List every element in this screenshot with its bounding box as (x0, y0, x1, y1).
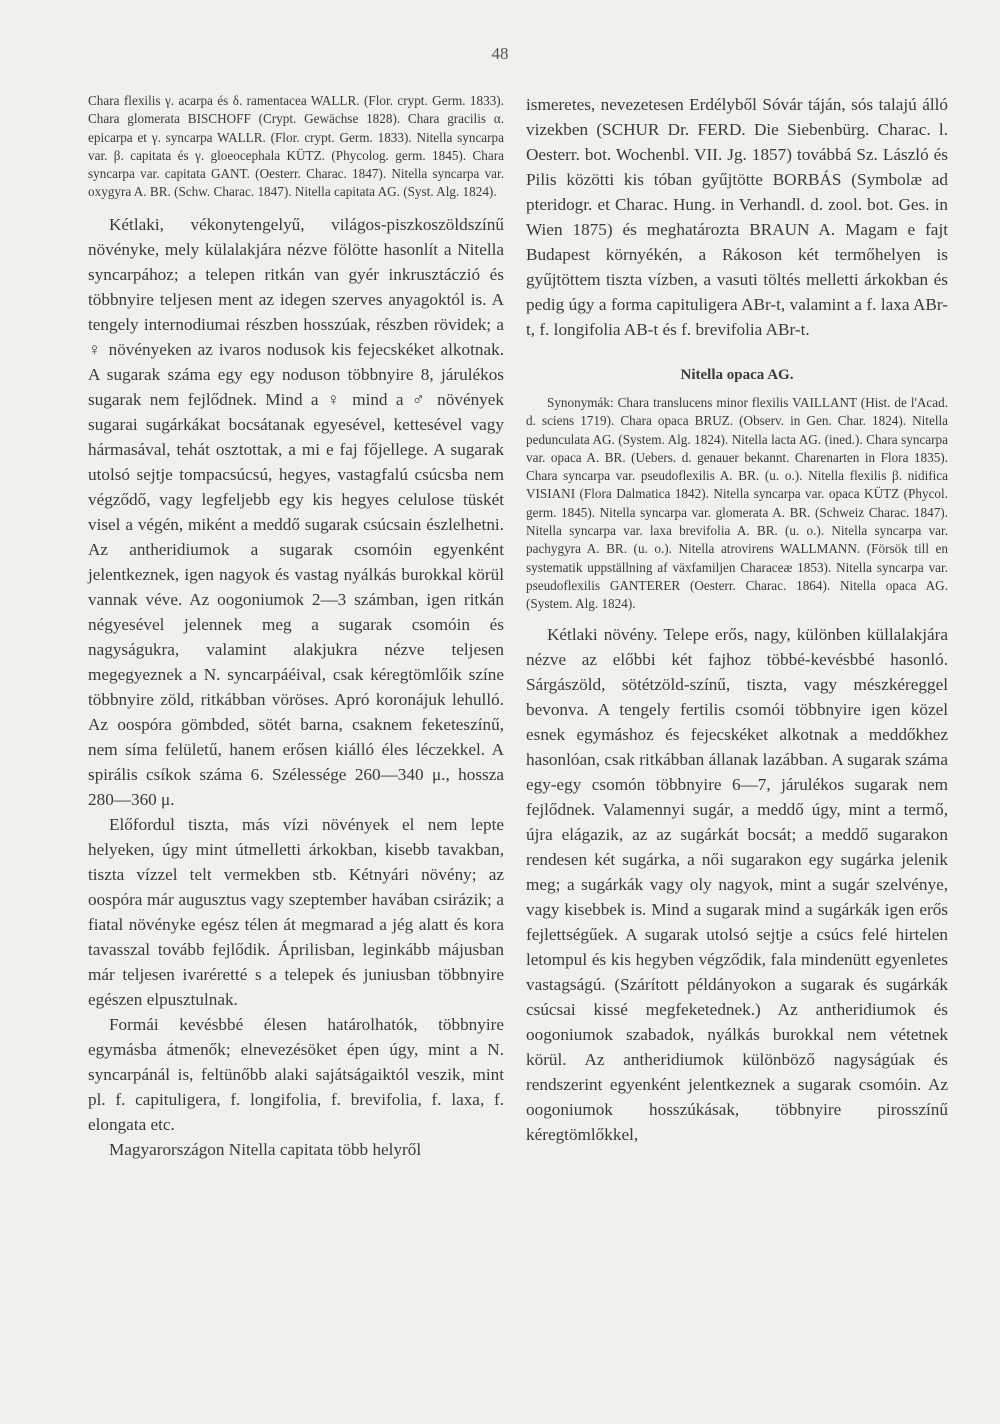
distribution-continued-paragraph: ismeretes, nevezetesen Erdélyből Sóvár táján, sós talajú álló vizekben (SCHUR Dr. FERD. Die Siebenbürg. Charac. l. Oesterr. bot. Wochenbl. VII. Jg. 1857) továbbá Sz. László és Pilis közötti kis tóban gyűjtötte BORBÁS (Symbolæ ad pteridogr. et Charac. Hung. in Verhandl. d. zool. bot. Ges. in Wien 1875) és meghatározta BRAUN A. Magam e fajt Budapest környékén, a Rákoson két termőhelyen is gyűjtöttem tiszta vízben, a vasuti töltés melletti árkokban és pedig úgy a forma capituligera ABr-t, valamint a f. laxa ABr-t, f. longifolia AB-t és f. brevifolia ABr-t. (526, 95, 948, 339)
page-number: 48 (491, 44, 509, 63)
description-paragraph-opaca: Kétlaki növény. Telepe erős, nagy, különben küllalakjára nézve az előbbi két fajhoz többé-kevésbbé hasonló. Sárgászöld, sötétzöld-színű, tiszta, vagy mészkéreggel bevonva. A tengely fertilis csomói többnyire igen közel esnek egymáshoz és fejecskéket alkotnak a meddőkhez hasonlóan, csak ritkábban állanak lazábban. A sugarak száma egy-egy csomón többnyire 6—7, járulékos sugarak nem fejlődnek. Valamennyi sugár, a meddő úgy, mint a termő, újra elágazik, az az sugárkát bocsát; a meddő sugarakon rendesen két sugárka, a női sugarakon egy sugárka jelenik meg; a sugárkák vagy oly nagyok, mint a sugár szelvénye, vagy kisebbek is. Mind a sugarak mind a sugárkák igen erős fejlettségűek. A sugarak utolsó sejtje a csúcs felé hirtelen letompul és kis hegyben végződik, fala mindenütt egyenletes vastagságú. (Szárított példányokon a sugarak és sugárkák csúcsai kissé megfeketednek.) Az antheridiumok és oogoniumok szabadok, nyálkás burokkal nem vétetnek körül. Az antheridiumok különböző nagyságúak és rendszerint egyenként jelentkeznek a sugarak csomóin. Az oogoniumok hosszúkásak, többnyire pirosszínű kéregtömlőkkel, (526, 624, 948, 1144)
description-paragraph: Kétlaki, vékonytengelyű, világos-piszkoszöldszínű növényke, mely külalakjára nézve fölötte hasonlít a Nitella syncarpához; a telepen ritkán van gyér inkrusztáczió és többnyire teljesen ment az idegen szerves anyagoktól is. A tengely internodiumai részben hosszúak, részben rövidek; a ♀ növényeken az ivaros nodusok kis fejecskéket alkotnak. A sugarak száma egy egy noduson többnyire 8, járulékos sugarak nem fejlődnek. Mind a ♀ mind a ♂ növények sugarai sugárkákat bocsátanak egyesével, kettesével vagy hármasával, tehát osztottak, a mi e faj főjellege. A sugarak utolsó sejtje tompacsúcsú, hegyes, vastagfalú csúcsba nem végződő, vagy legfeljebb egy kis hegyes celulose tüskét visel a végén, miként a meddő sugarak csúcsain észlelhetni. Az antheridiumok a sugarak csomóin egyenként jelentkeznek, igen nagyok és vastag nyálkás burokkal körül vannak véve. Az oogoniumok 2—3 számban, igen ritkán négyesével jelennek meg a sugarak csomóin és nagyságukra, valamint alakjukra nézve teljesen megegyeznek a N. syncarpáéival, csak kéregtömlőik színe többnyire zöld, ritkábban vöröses. Apró koronájuk lehulló. Az oospóra gömbded, sötét barna, csaknem feketeszínű, nem síma felületű, hanem erősen kiálló éles léczekkel. A spirális csíkok száma 6. Szélessége 260—340 μ., hossza 280—360 μ. (88, 214, 504, 809)
forms-paragraph: Formái kevésbbé élesen határolhatók, többnyire egymásba átmenők; elnevezésöket épen úgy, mint a N. syncarpánál is, feltünőbb alaki sajátságaiktól veszik, mint pl. f. capituligera, f. longifolia, f. brevifolia, f. laxa, f. elongata etc. (88, 1014, 504, 1134)
synonyms-paragraph-opaca: Synonymák: Chara translucens minor flexilis VAILLANT (Hist. de l'Acad. d. sciens 1719). Chara opaca BRUZ. (Observ. in Gen. Char. 1824). Nitella pedunculata AG. (System. Alg. 1824). Nitella lacta AG. (ined.). Chara syncarpa var. opaca A. BR. (Uebers. d. genauer bekannt. Charenarten in Flora 1835). Chara syncarpa var. pseudoflexilis A. BR. (u. o.). Nitella flexilis β. nidifica VISIANI (Flora Dalmatica 1842). Nitella syncarpa var. opaca KÜTZ (Phycol. germ. 1845). Nitella syncarpa var. glomerata A. BR. (Schweiz Charac. 1847). Nitella syncarpa var. laxa brevifolia A. BR. (u. o.). Nitella syncarpa var. pachygyra A. BR. (u. o.). Nitella atrovirens WALLMANN. (Försök till en systematik uppställning af växfamiljen Characeæ 1853). Nitella syncarpa var. pseudoflexilis GANTERER (Oesterr. Charac. 1864). Nitella opaca AG. (System. Alg. 1824). (526, 395, 948, 612)
right-column (526, 92, 948, 1147)
synonyms-paragraph: Chara flexilis γ. acarpa és δ. ramentacea WALLR. (Flor. crypt. Germ. 1833). Chara glomerata BISCHOFF (Crypt. Gewächse 1828). Chara gracilis α. epicarpa et γ. syncarpa WALLR. (Flor. crypt. Germ. 1833). Nitella syncarpa var. β. capitata és γ. gloeocephala KÜTZ. (Phycolog. germ. 1845). Chara syncarpa var. capitata GANT. (Oesterr. Charac. 1847). Nitella syncarpa var. oxygyra A. BR. (Schw. Charac. 1847). Nitella capitata AG. (Syst. Alg. 1824). (88, 93, 504, 200)
species-heading: Nitella opaca AG. (680, 367, 794, 383)
distribution-paragraph: Magyarországon Nitella capitata több helyről (109, 1139, 422, 1159)
left-column (88, 92, 504, 1162)
habitat-paragraph: Előfordul tiszta, más vízi növények el nem lepte helyeken, úgy mint útmelletti árkokban, kisebb tavakban, tiszta vízzel telt vermekben stb. Kétnyári növény; az oospóra már augusztus vagy szeptember havában csirázik; a fiatal növényke egész télen át megmarad a jég alatt és kora tavasszal tovább fejlődik. Áprilisban, leginkább májusban már teljesen ivaréretté s a telepek és juniusban többnyire egészen elpusztulnak. (88, 814, 504, 1009)
